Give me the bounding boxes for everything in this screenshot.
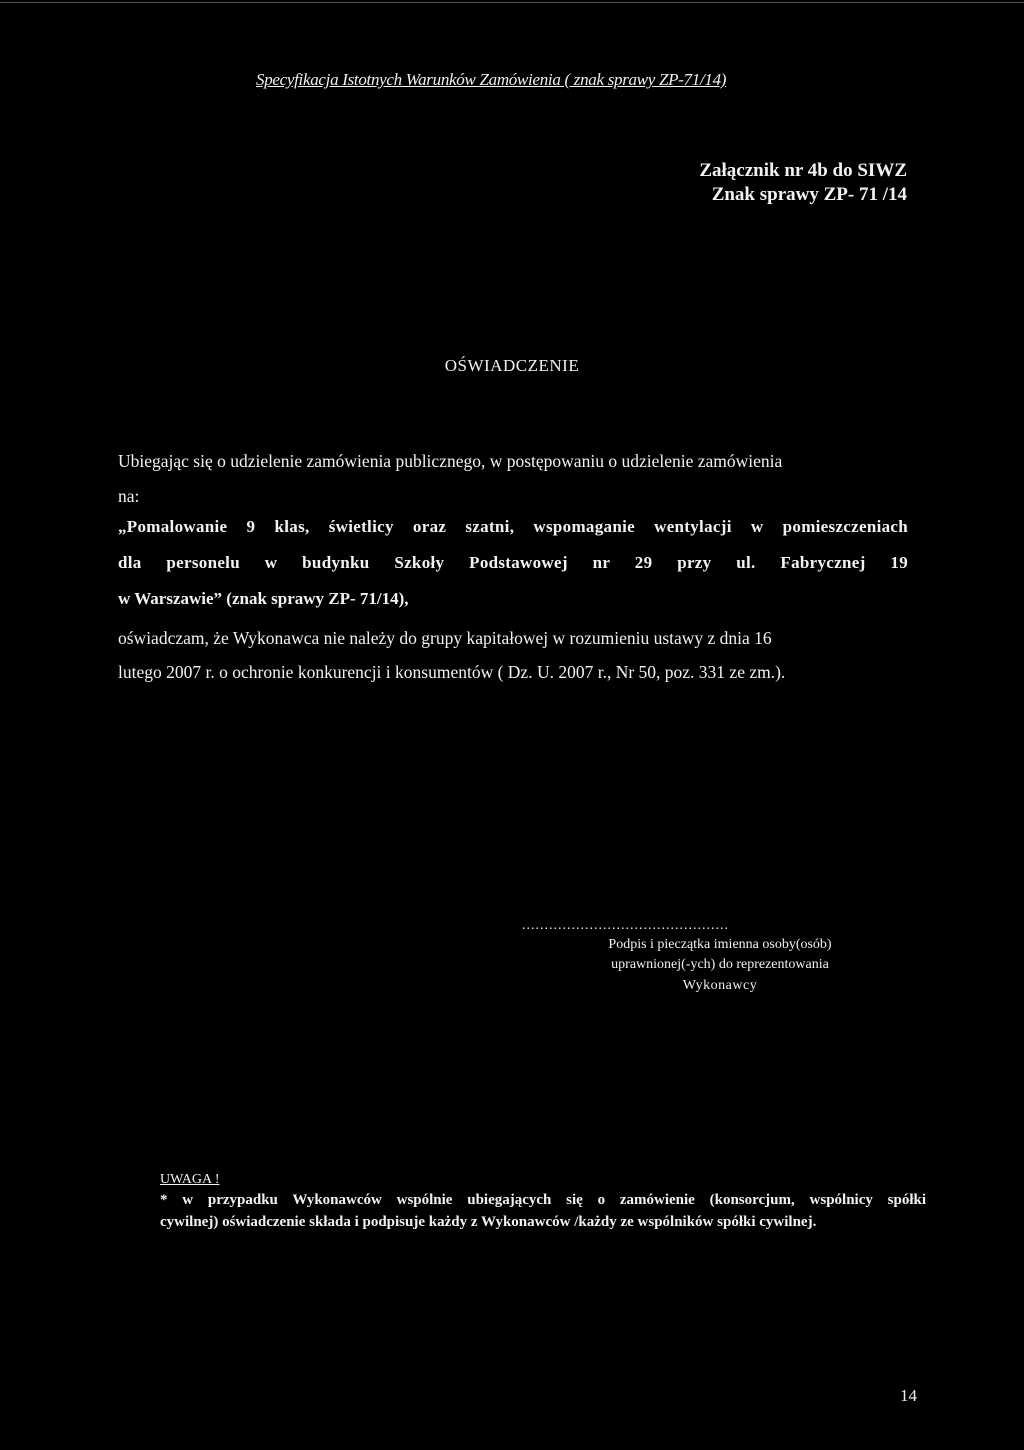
attachment-label: Załącznik nr 4b do SIWZ: [699, 160, 907, 181]
note-label: UWAGA !: [160, 1172, 220, 1187]
subject-line-1: „Pomalowanie 9 klas, świetlicy oraz szatni, wspomaganie wentylacji w pomieszczeniach: [118, 517, 908, 536]
statement-line-1: oświadczam, że Wykonawca nie należy do grupy kapitałowej w rozumieniu ustawy z dnia 16: [118, 628, 772, 648]
signature-caption-2: uprawnionej(-ych) do reprezentowania: [611, 957, 829, 972]
note-line-1: * w przypadku Wykonawców wspólnie ubiegających się o zamówienie (konsorcjum, wspólnicy spółki: [160, 1192, 926, 1208]
document-title: OŚWIADCZENIE: [444, 356, 580, 375]
case-number: Znak sprawy ZP- 71 /14: [711, 184, 907, 205]
note-line-2: cywilnej) oświadczenie składa i podpisuje każdy z Wykonawców /każdy ze wspólników spółki cywilnej.: [160, 1214, 817, 1230]
signature-caption-1: Podpis i pieczątka imienna osoby(osób): [608, 937, 832, 952]
page-number: 14: [900, 1386, 917, 1405]
scan-edge-line: [0, 2, 1024, 3]
signature-caption-3: Wykonawcy: [682, 978, 758, 993]
running-header: Specyfikacja Istotnych Warunków Zamówienia ( znak sprawy ZP-71/14): [256, 70, 727, 89]
intro-na: na:: [118, 486, 140, 506]
signature-dots: ..............................................: [522, 918, 729, 933]
intro-text: Ubiegając się o udzielenie zamówienia publicznego, w postępowaniu o udzielenie zamówienia: [118, 451, 783, 471]
subject-line-3: w Warszawie” (znak sprawy ZP- 71/14),: [118, 589, 409, 608]
statement-line-2: lutego 2007 r. o ochronie konkurencji i konsumentów ( Dz. U. 2007 r., Nr 50, poz. 331 ze zm.).: [118, 662, 786, 682]
subject-line-2: dla personelu w budynku Szkoły Podstawowej nr 29 przy ul. Fabrycznej 19: [118, 553, 908, 572]
